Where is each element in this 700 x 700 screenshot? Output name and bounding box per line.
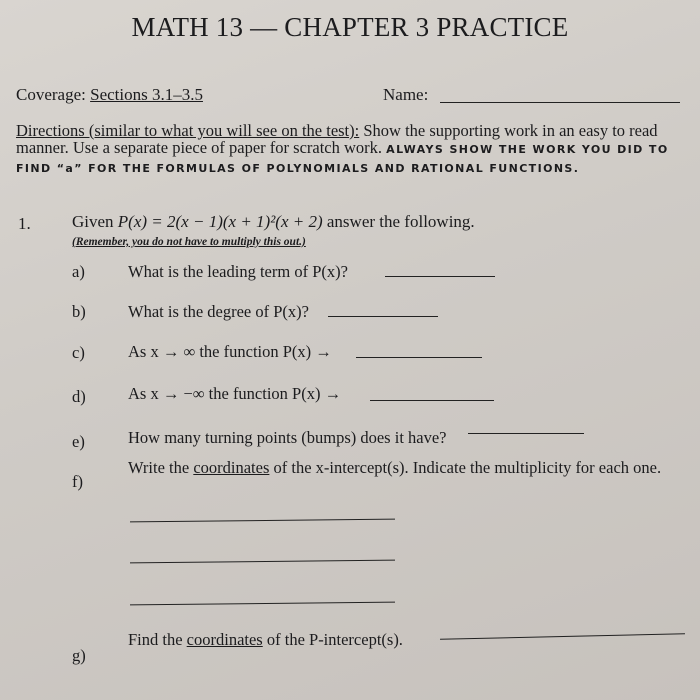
directions-caps: ALWAYS SHOW THE WORK YOU DID TO FIND “a” FOR THE FORMULAS OF POLYNOMIALS AND RATIONAL FUNCTIONS.	[16, 143, 669, 175]
directions-lead: Directions (similar to what you will see on the test):	[16, 121, 360, 140]
part-a-answer-line[interactable]	[385, 276, 495, 277]
part-a-letter: a)	[72, 262, 85, 281]
part-e-answer-line[interactable]	[468, 433, 584, 434]
part-f-answer-line-2[interactable]	[130, 560, 395, 564]
part-g-post: of the P-intercept(s).	[262, 630, 403, 649]
given-suffix: answer the following.	[322, 212, 475, 231]
part-f-letter: f)	[72, 472, 83, 491]
part-g-coordinates: coordinates	[186, 630, 263, 649]
part-c-text: As x → ∞ the function P(x) →	[128, 342, 332, 361]
part-f-post: of the x-intercept(s). Indicate the multiplicity for each one.	[269, 458, 662, 477]
part-f-answer-line-1[interactable]	[130, 519, 395, 523]
part-b-letter: b)	[72, 302, 86, 321]
part-e-text: How many turning points (bumps) does it have?	[128, 428, 447, 447]
part-g-text	[128, 630, 403, 650]
part-c-answer-line[interactable]	[356, 357, 482, 358]
part-f-coordinates: coordinates	[193, 458, 270, 477]
part-b-answer-line[interactable]	[328, 316, 438, 317]
name-label: Name:	[383, 85, 429, 104]
part-a-text: What is the leading term of P(x)?	[128, 262, 348, 281]
part-e-letter: e)	[72, 432, 85, 451]
given-prefix: Given	[72, 212, 118, 231]
part-g-letter: g)	[72, 646, 86, 665]
question-number: 1.	[18, 214, 31, 233]
remember-note: (Remember, you do not have to multiply this out.)	[72, 236, 306, 248]
part-c-letter: c)	[72, 343, 85, 362]
coverage-label: Coverage:	[16, 85, 86, 104]
part-d-letter: d)	[72, 387, 86, 406]
directions-text: Show the supporting work in an easy to read manner. Use a separate piece of paper for scratch work.	[16, 121, 658, 157]
part-f-answer-line-3[interactable]	[130, 602, 395, 606]
part-b-text: What is the degree of P(x)?	[128, 302, 309, 321]
part-d-answer-line[interactable]	[370, 400, 494, 401]
coverage	[16, 85, 203, 105]
name-blank-line[interactable]	[440, 102, 680, 103]
part-g-answer-line[interactable]	[440, 633, 685, 640]
page-title: MATH 13 — CHAPTER 3 PRACTICE	[131, 12, 569, 42]
part-g-pre: Find the	[128, 630, 187, 649]
question-prompt	[72, 212, 475, 232]
part-d-text: As x → −∞ the function P(x) →	[128, 384, 342, 403]
coverage-value: Sections 3.1–3.5	[90, 85, 203, 104]
directions	[16, 122, 671, 177]
part-f-pre: Write the	[128, 458, 194, 477]
function-expression: P(x) = 2(x − 1)(x + 1)²(x + 2)	[117, 212, 323, 231]
part-f-text	[128, 458, 661, 478]
